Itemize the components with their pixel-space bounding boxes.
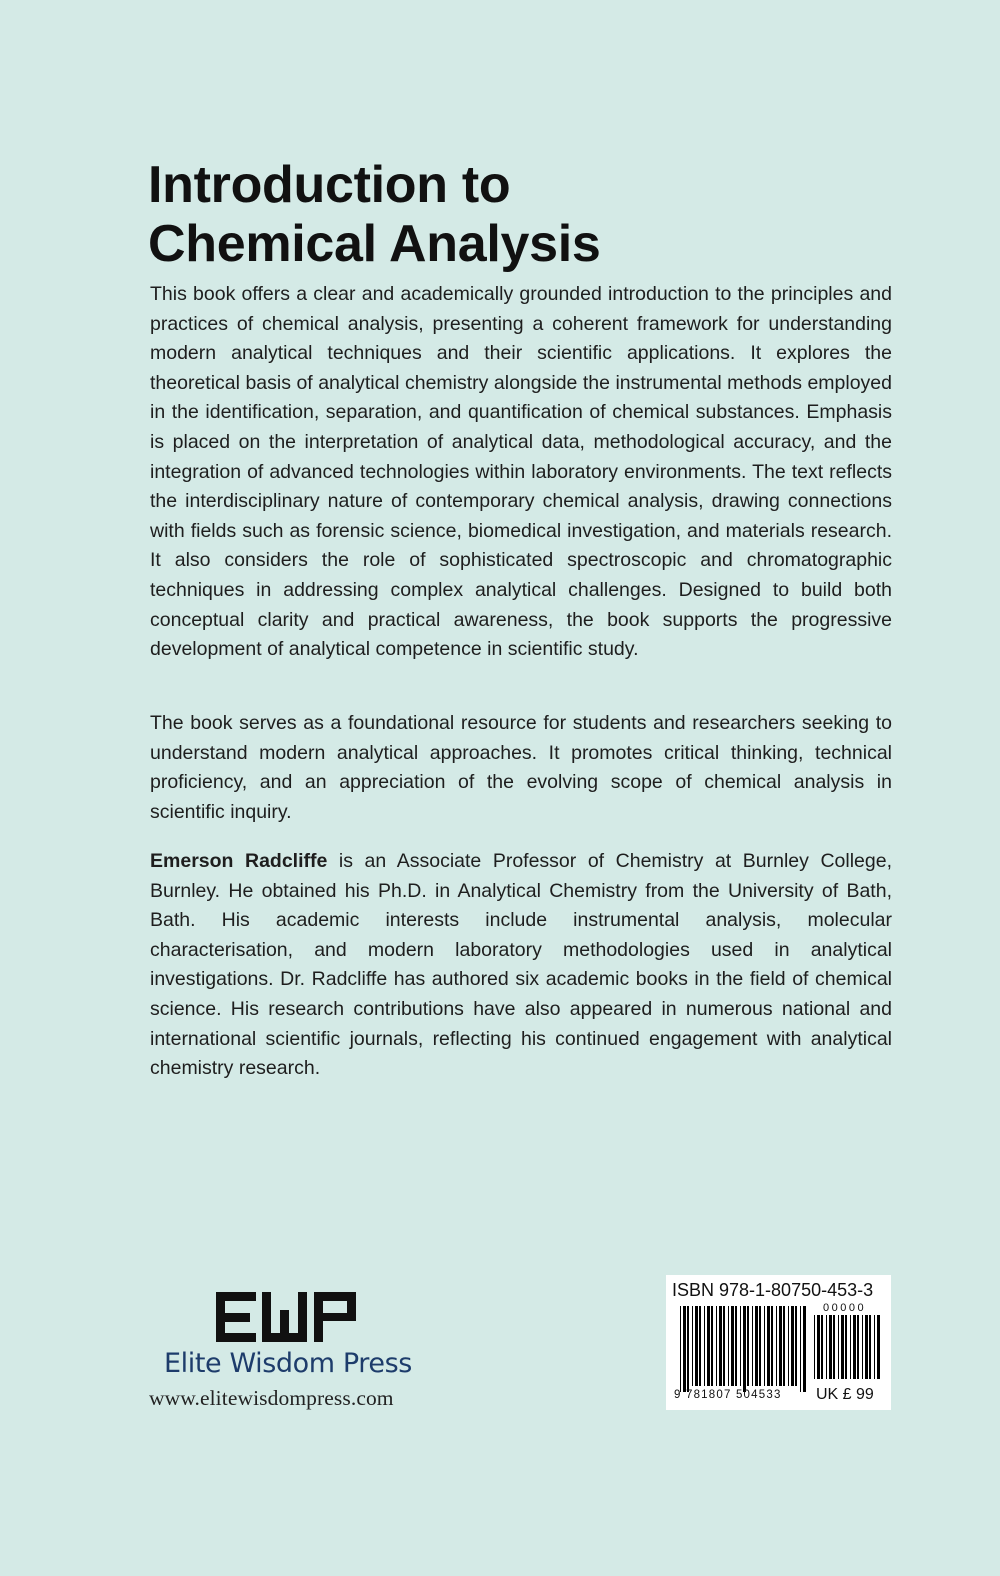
book-title	[148, 156, 601, 274]
barcode-bar	[817, 1315, 820, 1379]
barcode-bar	[695, 1306, 698, 1386]
barcode-bar	[707, 1306, 710, 1386]
barcode-bar	[869, 1315, 871, 1379]
barcode-bar	[680, 1306, 681, 1392]
isbn-number: ISBN 978-1-80750-453-3	[672, 1280, 874, 1300]
barcode-digits: 9 781807 504533	[674, 1389, 782, 1401]
barcode-bar	[728, 1306, 729, 1386]
barcode-bar	[853, 1315, 856, 1379]
barcode-bar	[771, 1306, 773, 1386]
barcode-bar	[752, 1306, 753, 1386]
barcode-bar	[814, 1315, 815, 1379]
author-bio-paragraph	[150, 847, 892, 1084]
barcode-bar	[699, 1306, 701, 1386]
barcode-bar	[716, 1306, 717, 1386]
description-paragraph-1: This book offers a clear and academically grounded introduction to the principles and practices of chemical analysis, presenting a coherent framework for understanding modern analytical techniques and their scientific applications. It explores the theoretical basis of analytical chemistry alongside the instrumental methods employed in the identification, separation, and quantification of chemical substances. Emphasis is placed on the interpretation of analytical data, methodological accuracy, and the integration of advanced technologies within laboratory environments. The text reflects the interdisciplinary nature of contemporary chemical analysis, drawing connections with fields such as forensic science, biomedical investigation, and materials research. It also considers the role of sophisticated spectroscopic and chromatographic techniques in addressing complex analytical challenges. Designed to build both conceptual clarity and practical awareness, the book supports the progressive development of analytical competence in scientific study.	[150, 283, 892, 661]
author-bio-text: is an Associate Professor of Chemistry at Burnley College, Burnley. He obtained his Ph.D. in Analytical Chemistry from the University of Bath, Bath. His academic interests include instrumental analysis, molecular characterisation, and modern laboratory methodologies used in analytical investigations. Dr. Radcliffe has authored six academic books in the field of chemical science. His research contributions have also appeared in numerous national and international scientific journals, reflecting his continued engagement with analytical chemistry research.	[150, 850, 893, 1080]
barcode-bar	[850, 1315, 851, 1379]
barcode-bar	[800, 1306, 801, 1392]
barcode-bar	[687, 1306, 689, 1392]
barcode-bar	[874, 1315, 875, 1379]
barcode-bar	[857, 1315, 859, 1379]
barcode-bar	[833, 1315, 835, 1379]
barcode-bar	[865, 1315, 868, 1379]
barcode-bar	[723, 1306, 725, 1386]
barcode-bar	[877, 1315, 880, 1379]
barcode-bar	[692, 1306, 693, 1386]
barcode-bar	[767, 1306, 770, 1386]
barcode-bar	[779, 1306, 782, 1386]
barcode-addon-digits: 00000	[823, 1302, 867, 1314]
barcode-bar	[747, 1306, 749, 1386]
barcode-bar	[740, 1306, 741, 1386]
book-title-line1: Introduction to	[148, 156, 511, 214]
barcode-bar	[764, 1306, 765, 1386]
price-label: UK £ 99	[816, 1386, 874, 1403]
barcode-bars	[680, 1306, 808, 1392]
barcode-bar	[731, 1306, 734, 1386]
barcode-bar	[795, 1306, 797, 1386]
barcode-bar	[841, 1315, 844, 1379]
barcode-bar	[776, 1306, 777, 1386]
barcode-bar	[683, 1306, 686, 1392]
barcode-bar	[783, 1306, 785, 1386]
author-name: Emerson Radcliffe	[150, 850, 328, 872]
barcode-bar	[821, 1315, 823, 1379]
barcode-bar	[759, 1306, 761, 1386]
barcode-bar	[845, 1315, 847, 1379]
barcode-bar	[735, 1306, 737, 1386]
barcode-bar	[788, 1306, 789, 1386]
publisher-url: www.elitewisdompress.com	[149, 1386, 394, 1410]
barcode-addon-bars	[814, 1315, 882, 1379]
barcode-bar	[743, 1306, 746, 1392]
barcode-bar	[791, 1306, 794, 1386]
description-paragraph-2: The book serves as a foundational resource for students and researchers seeking to understand modern analytical approaches. It promotes critical thinking, technical proficiency, and an appreciation of the evolving scope of chemical analysis in scientific inquiry.	[150, 712, 892, 823]
barcode-bar	[829, 1315, 832, 1379]
book-title-line2: Chemical Analysis	[148, 215, 601, 273]
barcode-bar	[826, 1315, 827, 1379]
publisher-name: Elite Wisdom Press	[164, 1348, 412, 1379]
barcode-bar	[862, 1315, 863, 1379]
ewp-logo-mark	[216, 1292, 366, 1344]
barcode-bar	[711, 1306, 713, 1386]
barcode-bar	[704, 1306, 705, 1386]
barcode-bar	[755, 1306, 758, 1386]
barcode-bar	[838, 1315, 839, 1379]
barcode-bar	[803, 1306, 806, 1392]
isbn-barcode-panel	[666, 1275, 891, 1410]
barcode-bar	[719, 1306, 722, 1386]
